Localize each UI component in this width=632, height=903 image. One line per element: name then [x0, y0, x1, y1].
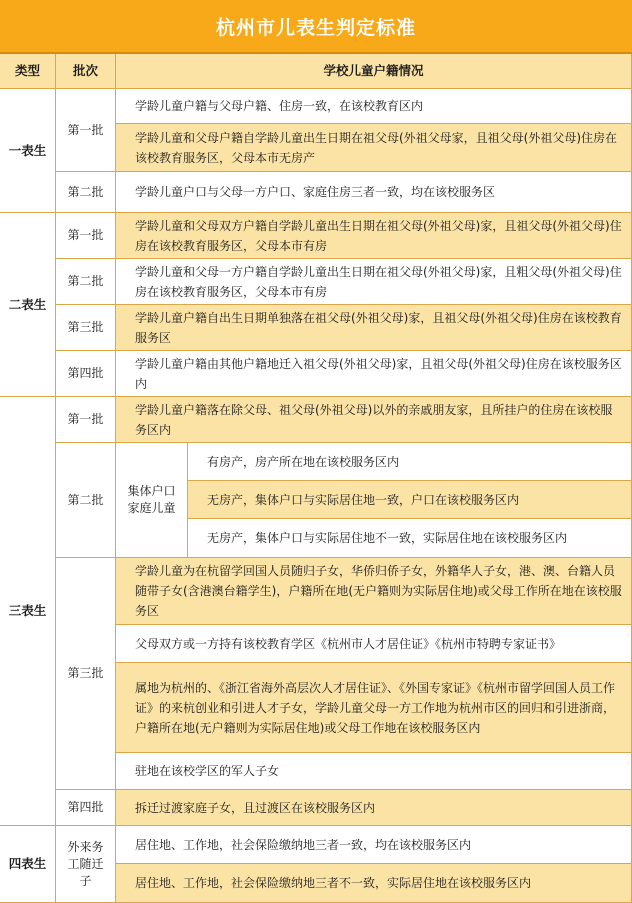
row-1-2: 学龄儿童户口与父母一方户口、家庭住房三者一致，均在该校服务区 [116, 172, 632, 213]
page-title: 杭州市儿表生判定标准 [0, 0, 632, 54]
row-3-3d: 驻地在该校学区的军人子女 [116, 753, 632, 790]
row-3-3b: 父母双方或一方持有该校教育学区《杭州市人才居住证》《杭州市特聘专家证书》 [116, 625, 632, 663]
category-4: 四表生 [0, 826, 56, 903]
row-3-4: 拆迁过渡家庭子女，且过渡区在该校服务区内 [116, 790, 632, 826]
row-4-b: 居住地、工作地，社会保险缴纳地三者不一致，实际居住地在该校服务区内 [116, 864, 632, 903]
row-2-4: 学龄儿童户籍由其他户籍地迁入祖父母(外祖父母)家，且祖父母(外祖父母)住房在该校服务区内 [116, 351, 632, 397]
row-2-3: 学龄儿童户籍自出生日期单独落在祖父母(外祖父母)家，且祖父母(外祖父母)住房在该校教育服务区 [116, 305, 632, 351]
row-3-2c: 无房产，集体户口与实际居住地不一致，实际居住地在该校服务区内 [188, 519, 632, 558]
header-batch: 批次 [56, 54, 116, 89]
row-3-1: 学龄儿童户籍落在除父母、祖父母(外祖父母)以外的亲戚朋友家，且所挂户的住房在该校服务区内 [116, 397, 632, 443]
row-1-1b: 学龄儿童和父母户籍自学龄儿童出生日期在祖父母(外祖父母家，且祖父母(外祖父母)住房在该校教育服务区，父母本市无房产 [116, 124, 632, 172]
row-1-1a: 学龄儿童户籍与父母户籍、住房一致，在该校教育区内 [116, 89, 632, 124]
category-3: 三表生 [0, 397, 56, 826]
row-2-2: 学龄儿童和父母一方户籍自学龄儿童出生日期在祖父母(外祖父母)家，且粗父母(外祖父母)住房在该校教育服务区，父母本市有房 [116, 259, 632, 305]
row-4-a: 居住地、工作地，社会保险缴纳地三者一致，均在该校服务区内 [116, 826, 632, 864]
row-3-2a: 有房产，房产所在地在该校服务区内 [188, 443, 632, 481]
batch-3-3: 第三批 [56, 558, 116, 790]
header-situation: 学校儿童户籍情况 [116, 54, 632, 89]
batch-2-1: 第一批 [56, 213, 116, 259]
batch-3-4: 第四批 [56, 790, 116, 826]
collective-household-label: 集体户口家庭儿童 [116, 443, 188, 558]
row-3-2b: 无房产，集体户口与实际居住地一致，户口在该校服务区内 [188, 481, 632, 519]
row-3-3a: 学龄儿童为在杭留学回国人员随归子女，华侨归侨子女，外籍华人子女，港、澳、台籍人员随带子女(含港澳台籍学生)，户籍所在地(无户籍则为实际居住地)或父母工作所在地在该校服务区 [116, 558, 632, 625]
batch-2-3: 第三批 [56, 305, 116, 351]
batch-4: 外来务工随迁子 [56, 826, 116, 903]
batch-1-1: 第一批 [56, 89, 116, 172]
header-type: 类型 [0, 54, 56, 89]
category-1: 一表生 [0, 89, 56, 213]
row-3-3c: 属地为杭州的、《浙江省海外高层次人才居住证》、《外国专家证》《杭州市留学回国人员工作证》的来杭创业和引进人才子女，学龄儿童父母一方工作地为杭州市区的回归和引进浙商，户籍所在地(无户籍则为实际居住地)或父母工作地在该校服务区内 [116, 663, 632, 753]
batch-2-2: 第二批 [56, 259, 116, 305]
batch-3-2: 第二批 [56, 443, 116, 558]
batch-3-1: 第一批 [56, 397, 116, 443]
row-2-1: 学龄儿童和父母双方户籍自学龄儿童出生日期在祖父母(外祖父母)家，且祖父母(外祖父母)住房在该校教育服务区，父母本市有房 [116, 213, 632, 259]
batch-2-4: 第四批 [56, 351, 116, 397]
batch-1-2: 第二批 [56, 172, 116, 213]
category-2: 二表生 [0, 213, 56, 397]
